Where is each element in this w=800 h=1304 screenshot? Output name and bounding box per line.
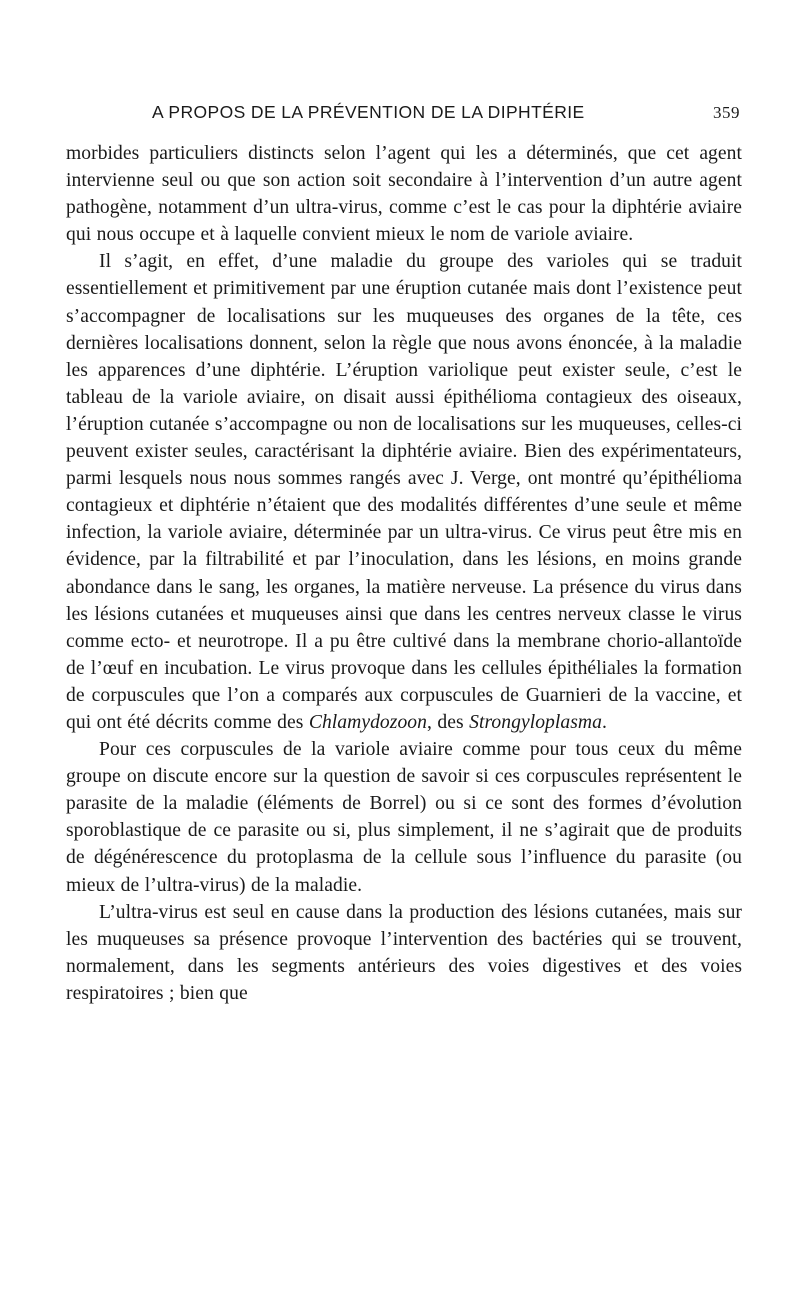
paragraph-corpuscules: Pour ces corpuscules de la variole aviaire comme pour tous ceux du même groupe on discute encore sur la question de savoir si ces corpuscules représentent le parasite de la maladie (éléments de Borrel) ou si ce sont des formes d’évolution sporoblastique de ce parasite ou si, plus simplement, il ne s’agirait que de produits de dégénérescence du protoplasma de la cellule sous l’influence du parasite (ou mieux de l’ultra-virus) de la maladie. bbox=[66, 739, 742, 896]
paragraph-text: Il s’agit, en effet, d’une maladie du groupe des varioles qui se traduit essentiellement et primitivement par une éruption cutanée mais dont l’existence peut s’accompagner de localisations sur les muqueuses des organes de la tête, ces dernières localisations donnent, selon la règle que nous avons énoncée, à la maladie les apparences d’une diphtérie. L’éruption variolique peut exister seule, c’est le tableau de la variole aviaire, on disait aussi épithélioma contagieux des oiseaux, l’éruption cutanée s’accompagne ou non de localisations sur les muqueuses, celles-ci peuvent exister seules, caractérisant la diphtérie aviaire. Bien des expérimentateurs, parmi lesquels nous nous sommes rangés avec J. Verge, ont montré qu’épithélioma contagieux et diphtérie n’étaient que des modalités différentes d’une seule et même infection, la variole aviaire, déterminée par un ultra-virus. Ce virus peut être mis en évidence, par la filtrabilité et par l’inoculation, dans les lésions, en moins grande abondance dans le sang, les organes, la matière nerveuse. La présence du virus dans les lésions cutanées et muqueuses ainsi que dans les centres nerveux classe le virus comme ecto- et neurotrope. Il a pu être cultivé dans la membrane chorio-allantoïde de l’œuf en incubation. Le virus provoque dans les cellules épithéliales la formation de corpuscules que l’on a comparés aux corpuscules de Guarnieri de la vaccine, et qui ont été décrits comme des bbox=[66, 251, 742, 733]
paragraph-continued: morbides particuliers distincts selon l’agent qui les a déterminés, que cet agent intervienne seul ou que son action soit secondaire à l’intervention d’un autre agent pathogène, notamment d’un ultra-virus, comme c’est le cas pour la diphtérie aviaire qui nous occupe et à laquelle convient mieux le nom de variole aviaire. bbox=[66, 143, 742, 246]
italic-term-chlamydozoon: Chlamydozoon bbox=[308, 711, 427, 733]
paragraph-variole-aviaire bbox=[66, 248, 742, 736]
running-title: A PROPOS DE LA PRÉVENTION DE LA DIPHTÉRIE bbox=[152, 102, 585, 122]
paragraph-text: , des bbox=[427, 711, 470, 733]
body-text bbox=[66, 140, 742, 1007]
page-number: 359 bbox=[713, 103, 740, 122]
running-header bbox=[66, 96, 742, 126]
paragraph-ultra-virus: L’ultra-virus est seul en cause dans la production des lésions cutanées, mais sur les muqueuses sa présence provoque l’intervention des bactéries qui se trouvent, normalement, dans les segments antérieurs des voies digestives et des voies respiratoires ; bien que bbox=[66, 901, 742, 1004]
book-page bbox=[66, 96, 742, 1007]
paragraph-text: . bbox=[601, 711, 607, 733]
italic-term-strongyloplasma: Strongyloplasma bbox=[469, 711, 602, 733]
